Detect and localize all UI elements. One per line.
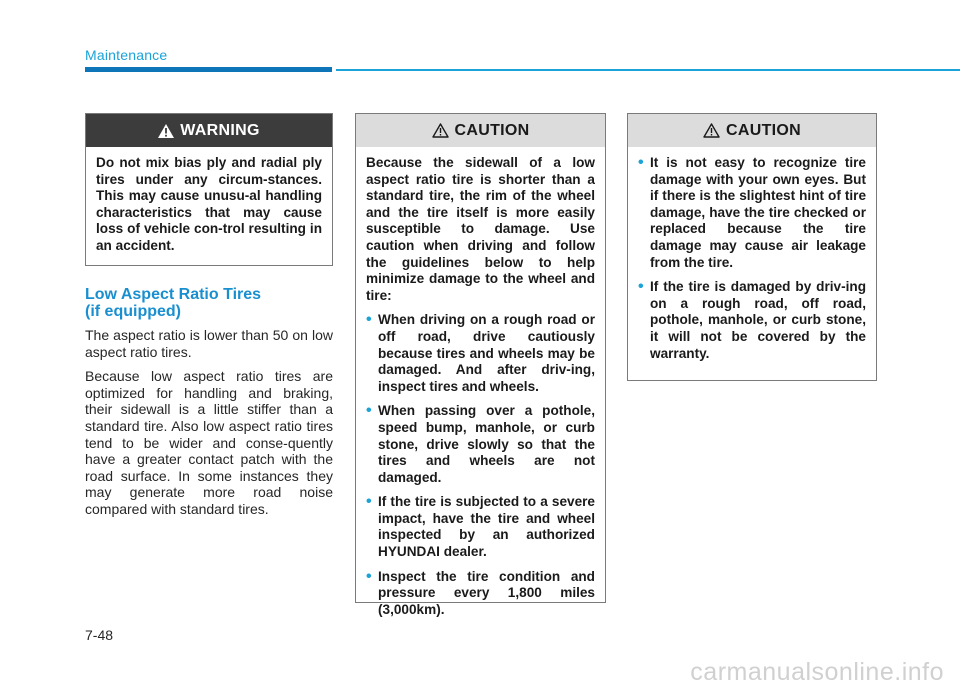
page-number: 7-48: [85, 627, 114, 643]
header-title: Maintenance: [85, 47, 168, 63]
caution-header: [628, 114, 876, 147]
section-body: [85, 327, 333, 526]
warning-header: [86, 114, 332, 147]
warning-box: [85, 113, 333, 266]
list-item: • When driving on a rough road or off road, drive cautiously because tires and wheels may be damaged. And after driv-ing, inspect tires and wheels.: [366, 312, 595, 395]
warning-triangle-icon: [158, 124, 174, 138]
caution-box-damage: [627, 113, 877, 381]
warning-text: Do not mix bias ply and radial ply tires under any circum-stances. This may cause unusu-al handling characteristics that may cause loss of vehicle con-trol resulting in an accident.: [96, 155, 322, 253]
header-rule-light: [336, 69, 960, 71]
caution-triangle-icon: [432, 123, 449, 138]
caution-bullet-list: [366, 312, 595, 618]
section-paragraph: Because low aspect ratio tires are optimized for handling and braking, their sidewall is a little stiffer than a standard tire. Also low aspect ratio tires tend to be wider and conse-quently have a greater contact patch with the road surface. In some instances they may generate more road noise compared with standard tires.: [85, 368, 333, 517]
list-item: • If the tire is subjected to a severe impact, have the tire and wheel inspected by an authorized HYUNDAI dealer.: [366, 494, 595, 560]
section-title-line2: (if equipped): [85, 303, 181, 320]
list-item: • It is not easy to recognize tire damage with your own eyes. But if there is the slightest hint of tire damage, have the tire checked or replaced because the tire damage may cause air leakage from the tire.: [638, 155, 866, 271]
caution-body: [628, 147, 876, 372]
section-paragraph: The aspect ratio is lower than 50 on low aspect ratio tires.: [85, 327, 333, 360]
caution-bullet-list: [638, 155, 866, 362]
section-title-line1: Low Aspect Ratio Tires: [85, 286, 262, 303]
warning-body: [86, 147, 332, 265]
list-item: • Inspect the tire condition and pressure every 1,800 miles (3,000km).: [366, 569, 595, 619]
caution-heading: CAUTION: [454, 121, 530, 139]
list-item: • If the tire is damaged by driv-ing on a rough road, off road, pothole, manhole, or curb stone, it will not be covered by the warranty.: [638, 279, 866, 362]
caution-box-low-aspect: [355, 113, 606, 617]
section-title: [85, 286, 335, 320]
caution-heading: CAUTION: [726, 121, 801, 139]
watermark: carmanualsonline.info: [690, 658, 944, 686]
warning-heading: WARNING: [180, 121, 260, 139]
caution-triangle-icon: [703, 123, 720, 138]
list-item: • When passing over a pothole, speed bump, manhole, or curb stone, drive slowly so that the tires and wheels are not damaged.: [366, 403, 595, 486]
caution-intro: Because the sidewall of a low aspect ratio tire is shorter than a standard tire, the rim of the wheel and the tire itself is more easily susceptible to damage. Use caution when driving and follow the guidelines below to help minimize damage to the wheel and tire:: [366, 155, 595, 303]
header-rule-dark: [85, 67, 332, 72]
caution-body: [356, 147, 605, 628]
caution-header: [356, 114, 605, 147]
